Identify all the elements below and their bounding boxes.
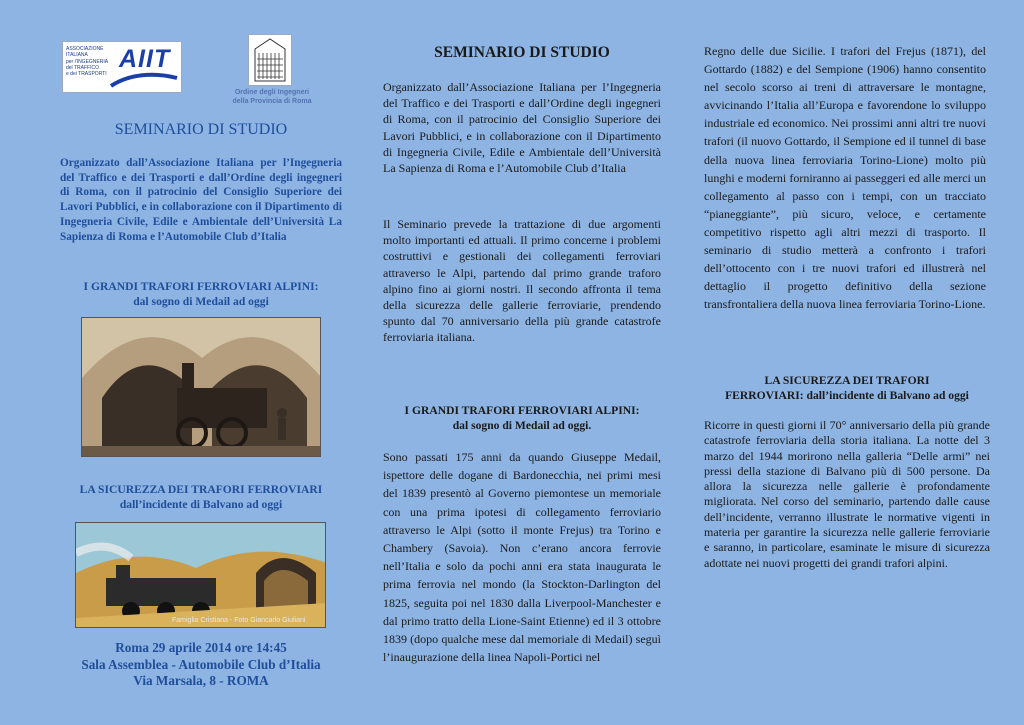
right-balvano: Ricorre in questi giorni il 70° anniversario della più grande catastrofe ferroviaria della storia italiana. La notte del 3 marzo del 1944 morirono nella galleria “Delle armi” nei pressi della stazione di Balvano più di 500 persone. Da allora la sicurezza nelle gallerie è profondamente migliorata. Nel corso del seminario, partendo dalle cause dell’incidente, verranno illustrate le normative vigenti in materia per garantire la sicurezza nelle gallerie ferroviarie e saranno, in particolare, esaminate le misure di sicurezza adottate nei nuovi progetti dei grandi trafori alpini. (704, 418, 990, 570)
event-place: Sala Assemblea - Automobile Club d’Italia (81, 656, 321, 672)
left-part2-subtitle: dall’incidente di Balvano ad oggi (119, 498, 283, 511)
left-organizers: Organizzato dall’Associazione Italiana per l’Ingegneria del Traffico e dei Trasporti e dall’Ordine degli ingegneri di Roma, con il patrocinio del Consiglio Superiore dei Lavori Pubblici, e in collaborazione con il Dipartimento di Ingegneria Civile, Edile e Ambientale dell’Università La Sapienza di Roma e l’Automobile Club d’Italia (60, 157, 342, 243)
aiit-line: ASSOCIAZIONE ITALIANA (66, 46, 104, 59)
event-details (60, 640, 342, 690)
right-continuation: Regno delle due Sicilie. I trafori del Frejus (1871), del Gottardo (1882) e del Sempione (1906) hanno consentito nel secolo scorso ai treni di attraversare le montagne, avvicinando l’Italia all’Europa e favorendone lo sviluppo industriale ed economico. Nei prossimi anni altri tre nuovi trafori (il nuovo Gottardo, il Sempione ed il tunnel di base della nuova linea ferroviaria Torino-Lione) molto più lunghi e moderni forniranno ai passeggeri ed alle merci un collegamento al passo con i tempi, con un tracciato “pianeggiante”, più sicuro, veloce, e certamente competitivo rispetto agli altri mezzi di trasporto. Il seminario di studio metterà a confronto i trafori dell’ottocento con i tre nuovi trafori ed illustrerà nel dettaglio il progetto definitivo della sezione transfrontaliera della nuova linea ferroviaria Torino-Lione. (704, 44, 986, 312)
ordine-logo-caption (222, 88, 322, 106)
ordine-logo (248, 34, 292, 86)
left-part2-title: LA SICUREZZA DEI TRAFORI FERROVIARI (79, 483, 323, 496)
event-address: Via Marsala, 8 - ROMA (133, 673, 269, 688)
middle-section-title: I GRANDI TRAFORI FERROVIARI ALPINI: (404, 404, 640, 417)
aiit-logo (62, 41, 182, 93)
tunnel-engraving-image (81, 317, 321, 457)
locomotive-in-tunnel-icon (82, 318, 321, 457)
image-caption: Famiglia Cristiana - Foto Giancarlo Giuliani (172, 617, 306, 624)
middle-intro: Il Seminario prevede la trattazione di due argomenti molto importanti ed attuali. Il primo concerne i problemi costruttivi e gestionali dei collegamenti ferroviari attraverso le Alpi, partendo dal primo grande traforo alpino fino ai giorni nostri. Il secondo affronta il tema della sicurezza delle gallerie ferroviarie, prendendo spunto dal 70 anniversario della più grande catastrofe ferroviaria italiana. (383, 217, 661, 345)
train-painting-icon (76, 523, 326, 628)
middle-section-heading (383, 403, 661, 433)
left-part1-title: I GRANDI TRAFORI FERROVIARI ALPINI: (83, 280, 319, 293)
aiit-line: per l'INGEGNERIA (66, 58, 109, 65)
aiit-wordmark: AIIT (119, 45, 171, 73)
building-icon (249, 35, 291, 85)
left-part2-heading (60, 482, 342, 512)
balvano-painting-image (75, 522, 326, 628)
event-date: Roma 29 aprile 2014 ore 14:45 (115, 640, 287, 655)
ordine-line: Ordine degli Ingegneri (234, 89, 310, 96)
middle-section-subtitle: dal sogno di Medail ad oggi. (452, 419, 592, 432)
middle-title: SEMINARIO DI STUDIO (434, 44, 610, 61)
left-part1-subtitle: dal sogno di Medail ad oggi (133, 295, 269, 308)
right-section-subtitle: FERROVIARI: dall’incidente di Balvano ad oggi (725, 389, 969, 402)
right-section-heading (704, 373, 990, 403)
ordine-line: della Provincia di Roma (232, 98, 312, 105)
aiit-line: del TRAFFICO (66, 64, 99, 71)
aiit-swoosh-icon (109, 70, 179, 90)
middle-history: Sono passati 175 anni da quando Giuseppe Medail, ispettore delle dogane di Bardonecchia, nei primi mesi del 1839 presentò al Governo piemontese un memoriale con una prima ipotesi di collegamento ferroviario attraverso le Alpi (sotto il monte Frejus) tra Torino e Chambery (Savoia). Non c’erano ancora ferrovie nell’Italia e solo da pochi anni era stata inaugurata le prima ferrovia nel mondo (la Stockton-Darlington del 1825, seguita poi nel 1830 dalla Liverpool-Manchester e dal primo tratto della Lione-Saint Etienne) ed il 3 ottobre 1839 (dopo qualche mese dal memoriale di Medail) seguì l’inaugurazione della linea Napoli-Portici nel (383, 450, 661, 665)
middle-organizers: Organizzato dall’Associazione Italiana per l’Ingegneria del Traffico e dei Trasporti e dall’Ordine degli ingegneri di Roma, con il patrocinio del Consiglio Superiore dei Lavori Pubblici, e in collaborazione con il Dipartimento di Ingegneria Civile, Edile e Ambientale dell’Università La Sapienza di Roma e l’Automobile Club d’Italia (383, 80, 661, 176)
right-section-title: LA SICUREZZA DEI TRAFORI (764, 374, 930, 387)
aiit-line: e dei TRASPORTI (66, 71, 107, 78)
left-part1-heading (60, 279, 342, 309)
left-title: SEMINARIO DI STUDIO (114, 121, 288, 138)
